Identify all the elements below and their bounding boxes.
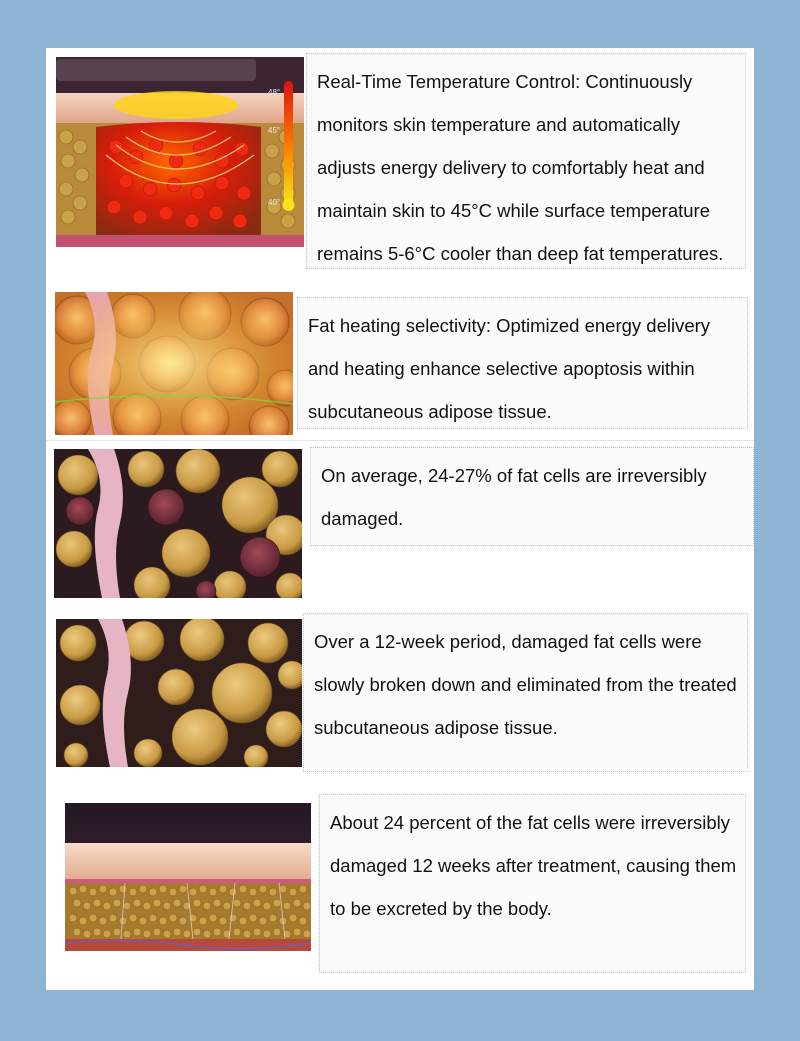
damage-text: On average, 24-27% of fat cells are irreversibly damaged. [321, 465, 707, 529]
section-divider [46, 440, 754, 441]
temperature-text: Real-Time Temperature Control: Continuously monitors skin temperature and automatically adjusts energy delivery to comfortably heat and maintain skin to 45°C while surface temperature remains 5-6°C cooler than deep fat temperatures. [317, 71, 724, 264]
selectivity-illustration [55, 292, 293, 435]
selectivity-text: Fat heating selectivity: Optimized energy delivery and heating enhance selective apoptosis within subcutaneous adipose tissue. [308, 315, 711, 422]
temperature-description [306, 53, 746, 269]
thermometer-tick-40: 40° [268, 198, 281, 207]
thermometer-tick-48: 48° [268, 88, 281, 97]
selectivity-description [297, 297, 748, 429]
elimination-text: Over a 12-week period, damaged fat cells were slowly broken down and eliminated from the treated subcutaneous adipose tissue. [314, 631, 737, 738]
result-text: About 24 percent of the fat cells were irreversibly damaged 12 weeks after treatment, causing them to be excreted by the body. [330, 812, 737, 919]
damage-illustration [54, 449, 302, 598]
damage-description [310, 447, 754, 546]
result-description [319, 794, 746, 973]
temperature-illustration [56, 57, 304, 247]
result-illustration [65, 803, 311, 951]
elimination-description [303, 613, 748, 772]
elimination-illustration [56, 619, 302, 767]
thermometer-tick-45: 45° [268, 126, 281, 135]
